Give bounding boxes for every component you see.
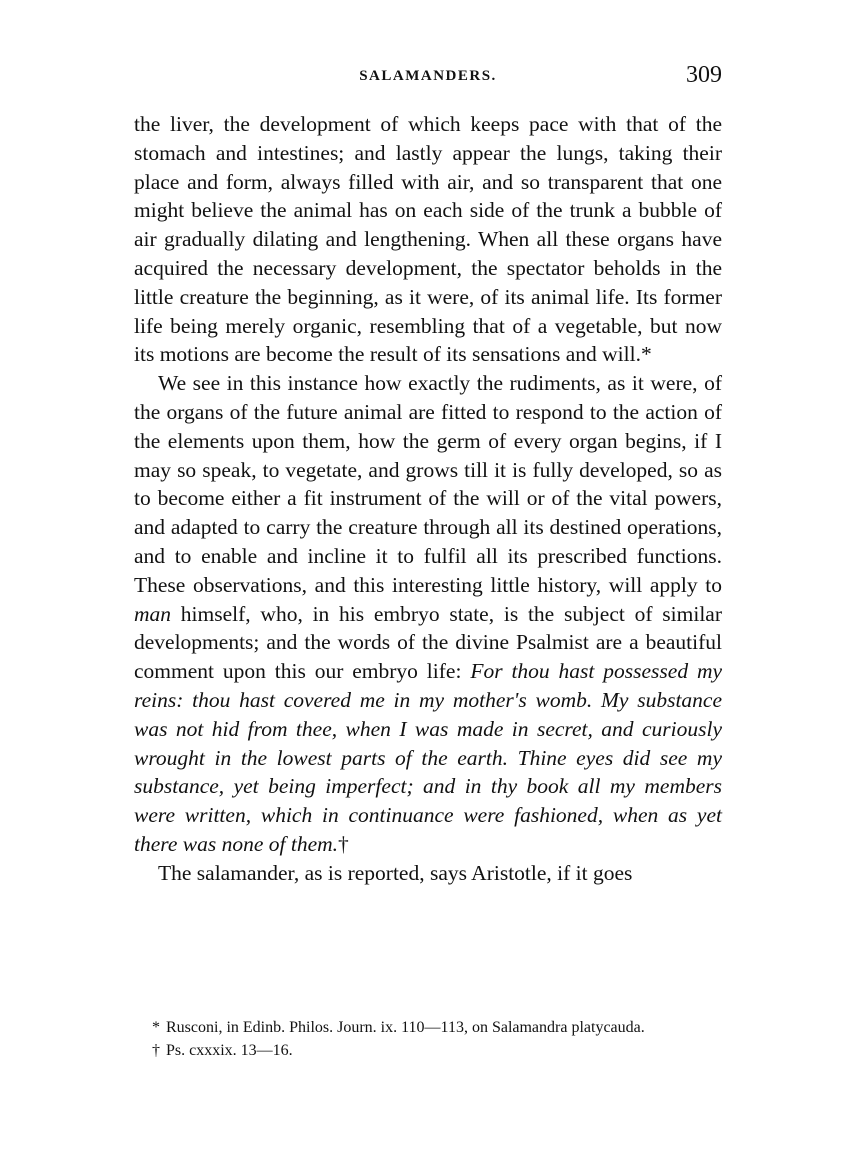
- footnote-1-text: Rusconi, in Edinb. Philos. Journ. ix. 110—113, on Salamandra platycauda.: [166, 1019, 645, 1036]
- psalm-quotation: For thou hast possessed my reins: thou hast covered me in my mother's womb. My substance was not hid from thee, when I was made in secret, and curiously wrought in the lowest parts of the earth. Thine eyes did see my substance, yet being imperfect; and in thy book all my members were written, which in continuance were fashioned, when as yet there was none of them.: [134, 659, 723, 856]
- footnote-1-mark: *: [152, 1019, 160, 1036]
- paragraph-2-text-b: himself, who, in his embryo state, is the subject of similar developments; and the words of the divine Psalmist are a beautiful comment upon this our embryo life:: [134, 601, 722, 684]
- running-title: SALAMANDERS.: [359, 68, 497, 84]
- footnote-2-mark: †: [152, 1042, 160, 1059]
- paragraph-2: [134, 369, 722, 859]
- page-header: [134, 62, 722, 96]
- footnote-2-text: Ps. cxxxix. 13—16.: [166, 1042, 293, 1059]
- footnote-1: [134, 1016, 722, 1039]
- footnotes: [134, 1016, 722, 1062]
- paragraph-2-text-a: We see in this instance how exactly the rudiments, as it were, of the organs of the future animal are fitted to respond to the action of the elements upon them, how the germ of every organ begins, if I may so speak, to vegetate, and grows till it is fully developed, so as to become either a fit instrument of the will or of the vital powers, and adapted to carry the creature through all its destined operations, and to enable and incline it to fulfil all its prescribed functions. These observations, and this interesting little history, will apply to: [134, 371, 722, 597]
- footnote-ref-dagger: †: [338, 831, 349, 856]
- emphasis-man: man: [134, 601, 172, 626]
- footnote-2: [134, 1039, 722, 1062]
- paragraph-1: the liver, the development of which keeps pace with that of the stomach and intestines; and lastly appear the lungs, taking their place and form, always filled with air, and so transparent that one might believe the animal has on each side of the trunk a bubble of air gradually dilating and lengthening. When all these organs have acquired the necessary development, the spectator beholds in the little creature the beginning, as it were, of its animal life. Its former life being merely organic, resembling that of a vegetable, but now its motions are become the result of its sensations and will.*: [134, 112, 722, 367]
- page-number: 309: [686, 62, 722, 88]
- paragraph-3: The salamander, as is reported, says Aristotle, if it goes: [158, 860, 633, 885]
- body-text: [134, 110, 722, 888]
